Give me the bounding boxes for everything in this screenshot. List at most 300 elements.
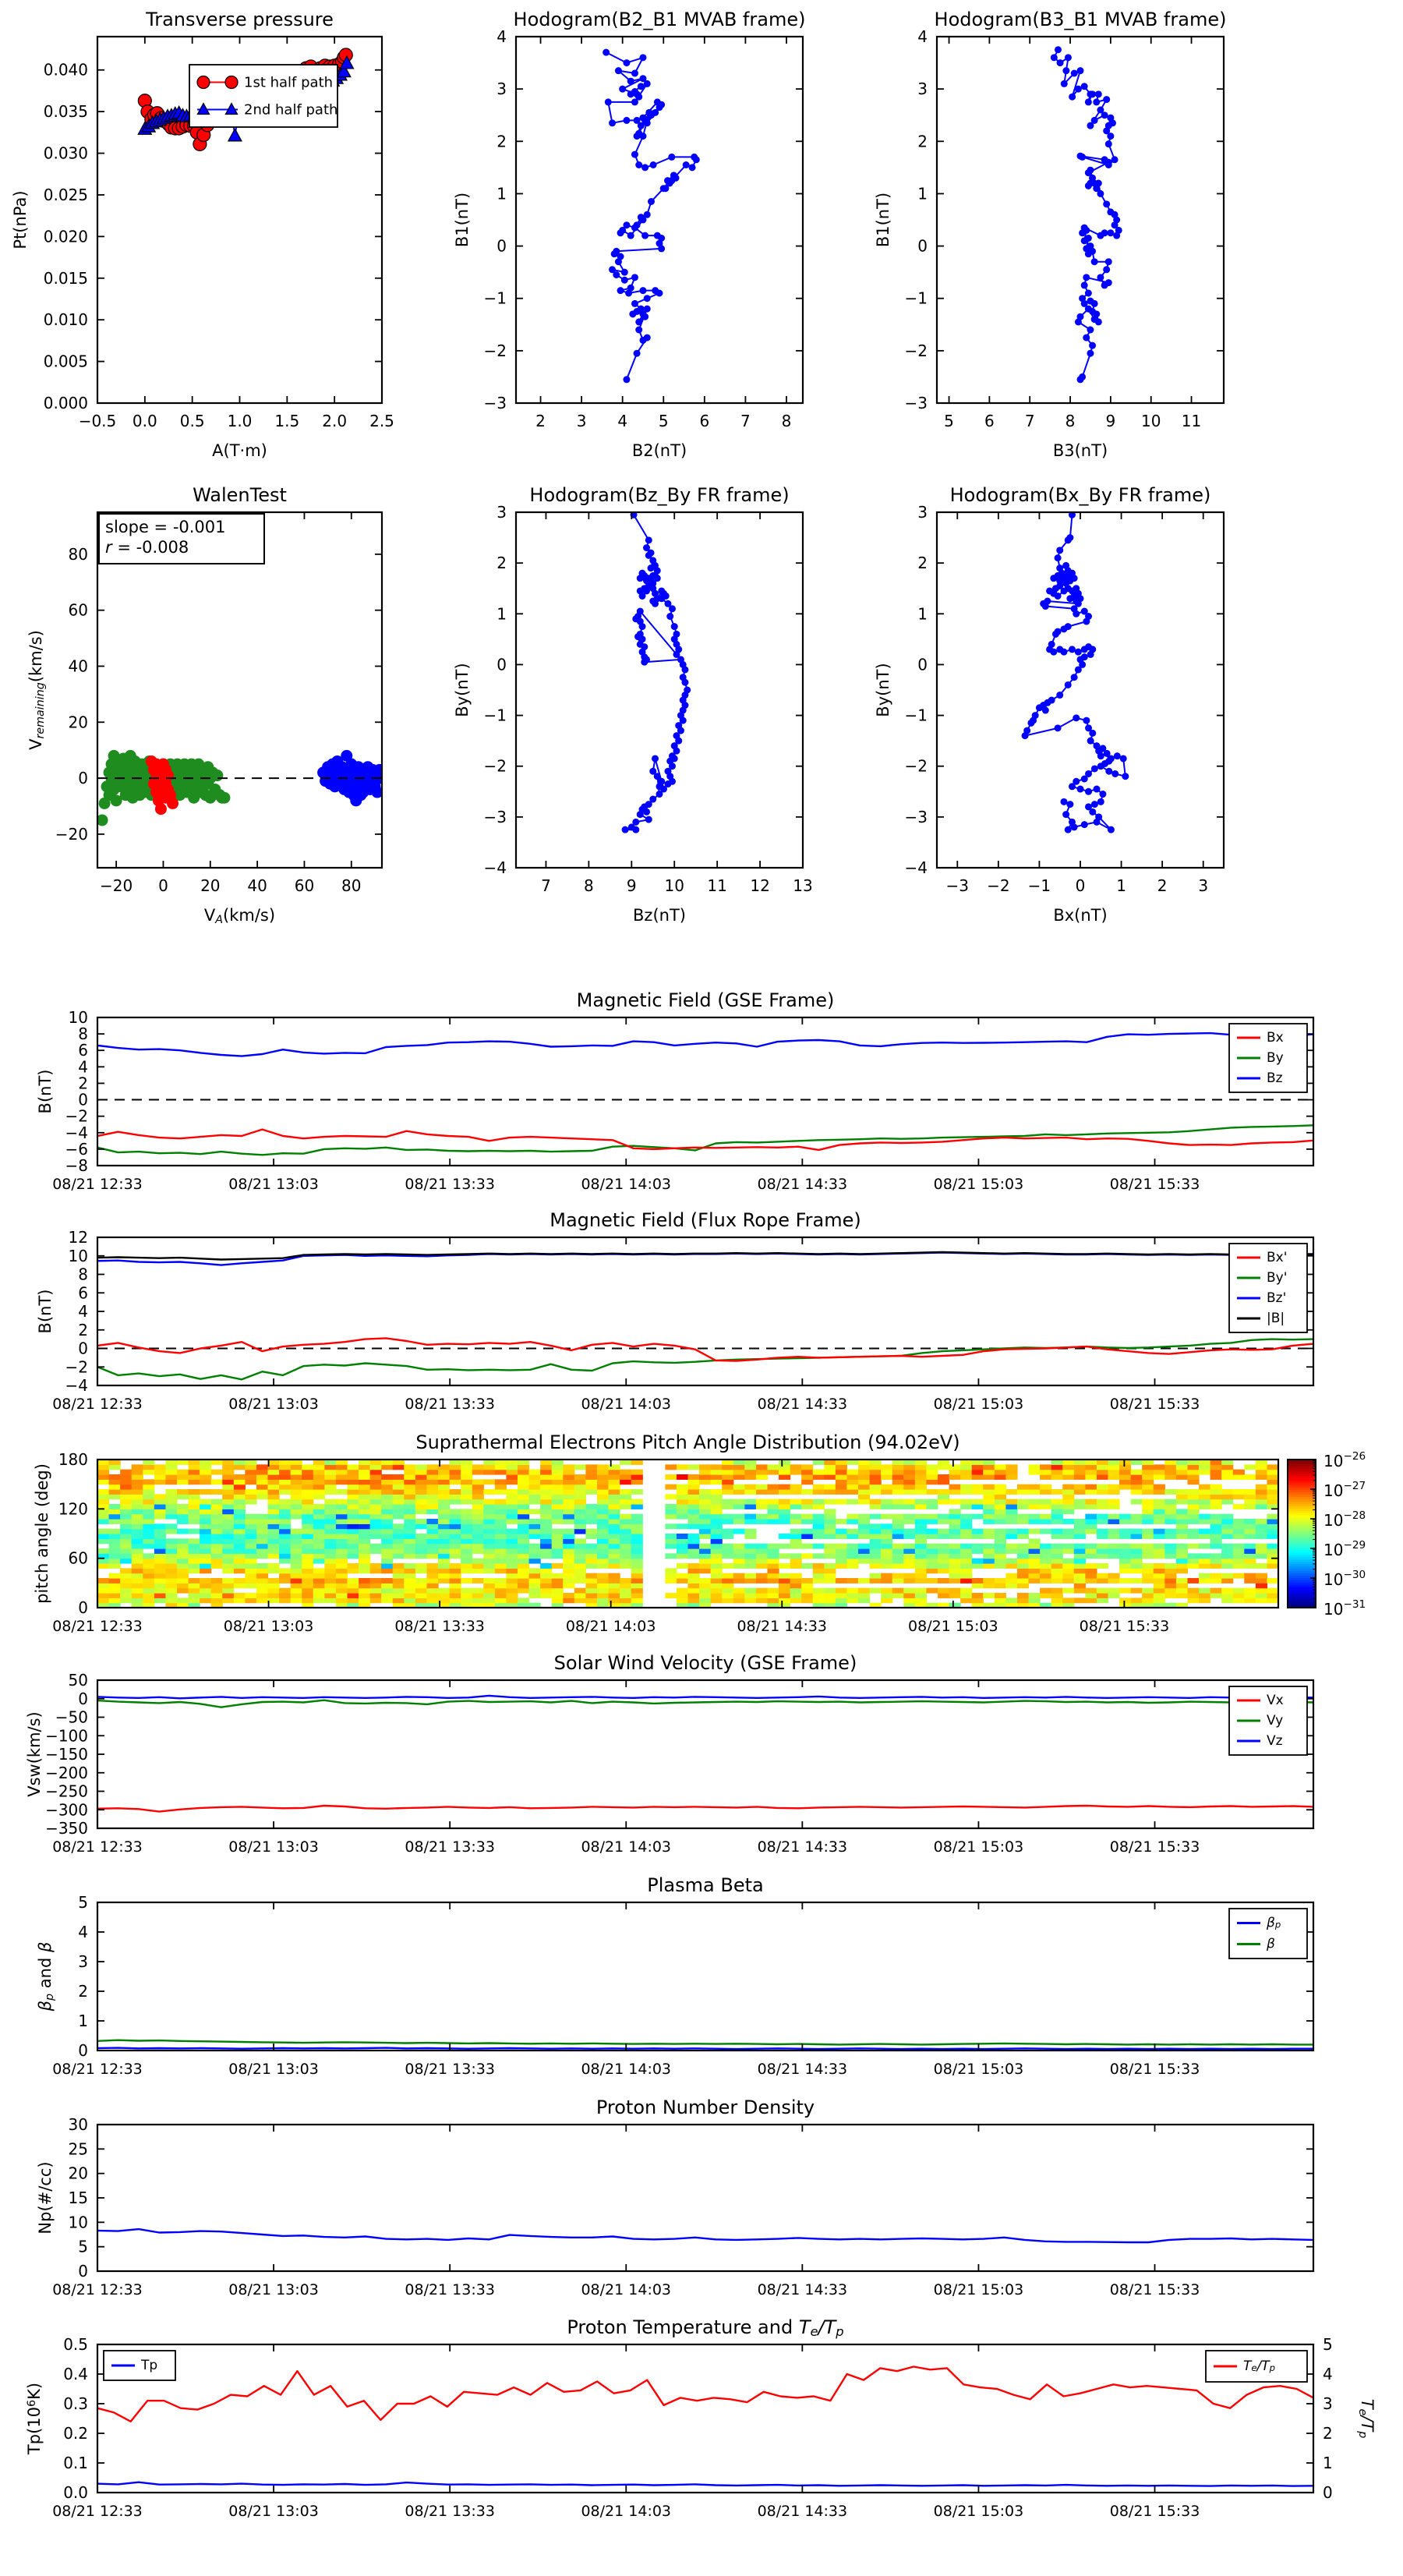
x-tick-label: 08/21 14:03 [565, 1618, 656, 1635]
x-tick-label: 08/21 15:33 [1109, 1176, 1200, 1193]
panel-title: Hodogram(Bz_By FR frame) [529, 484, 790, 506]
x-tick-label: 6 [984, 412, 995, 430]
y-tick-label: 0 [78, 2262, 88, 2281]
series-line [97, 2048, 1313, 2050]
y-axis-label: Tp(106K) [25, 2382, 44, 2455]
y-tick-label: 0.3 [63, 2394, 88, 2413]
panel-mag-gse [36, 989, 1313, 1193]
right-tick-label: 3 [1323, 2394, 1333, 2413]
y-tick-label: 0 [497, 655, 507, 674]
colorbar-tick-label: 10−30 [1323, 1569, 1366, 1589]
y-tick-label: 10 [68, 1246, 88, 1265]
x-tick-label: 0 [1075, 876, 1086, 895]
panel-proton-temp [25, 2316, 1376, 2520]
y-tick-label: 2 [497, 554, 507, 573]
y-tick-label: 120 [58, 1499, 88, 1519]
y-tick-label: 1 [917, 184, 928, 203]
panel-walen-test [27, 484, 388, 926]
x-axis-label: A(T·m) [212, 441, 267, 460]
y-tick-label: 180 [58, 1450, 88, 1469]
y-tick-label: 0.2 [63, 2424, 88, 2443]
y-tick-label: −350 [45, 1819, 88, 1838]
y-tick-label: 3 [917, 80, 928, 99]
plot-area [97, 1252, 1313, 1379]
x-tick-label: −3 [945, 876, 970, 895]
x-tick-label: 08/21 13:03 [228, 1838, 319, 1856]
y-axis-label: By(nT) [874, 663, 892, 717]
y-tick-label: 3 [497, 80, 507, 99]
y-tick-label: 0 [917, 236, 928, 256]
y-tick-label: 0 [917, 655, 928, 674]
y-tick-label: 0.035 [43, 102, 88, 122]
x-tick-label: 1 [1116, 876, 1126, 895]
y-axis-label: Np(#/cc) [36, 2161, 55, 2235]
axes-frame [97, 1902, 1313, 2051]
legend-label: Vy [1267, 1713, 1284, 1729]
y-tick-label: 2 [497, 132, 507, 151]
x-tick-label: 08/21 13:03 [223, 1618, 314, 1635]
y-tick-label: −1 [904, 288, 928, 308]
series-line [97, 1339, 1313, 1380]
y-tick-label: −150 [45, 1745, 88, 1764]
x-tick-label: −20 [100, 876, 133, 895]
series-line [97, 1125, 1313, 1155]
x-tick-label: 08/21 15:03 [908, 1618, 998, 1635]
x-tick-label: 08/21 13:33 [405, 2281, 495, 2298]
y-tick-label: −1 [483, 288, 507, 308]
x-tick-label: 08/21 13:03 [228, 1396, 319, 1413]
y-tick-label: −3 [904, 394, 928, 412]
panel-title: Proton Number Density [595, 2097, 815, 2118]
y-axis-label: pitch angle (deg) [33, 1463, 51, 1604]
plot-area [97, 750, 388, 826]
series-line [97, 2482, 1313, 2486]
y-tick-label: 0 [78, 1339, 88, 1358]
panel-plasma-beta [36, 1874, 1313, 2078]
x-tick-label: −0.5 [78, 412, 117, 430]
legend-label: βp [1267, 1915, 1281, 1931]
right-tick-label: 0 [1323, 2483, 1333, 2502]
x-tick-label: 08/21 14:33 [757, 2503, 848, 2520]
x-tick-label: 5 [944, 412, 954, 430]
y-tick-label: −3 [904, 807, 928, 826]
x-tick-label: 08/21 14:03 [581, 1838, 672, 1856]
x-tick-label: 12 [750, 876, 770, 895]
x-tick-label: 08/21 14:33 [737, 1618, 828, 1635]
legend [189, 65, 337, 127]
x-tick-label: 08/21 15:03 [933, 1176, 1024, 1193]
plot-area [97, 2040, 1313, 2049]
x-axis-label: Bz(nT) [633, 906, 686, 925]
y-tick-label: −1 [483, 706, 507, 725]
y-tick-label: −2 [65, 1106, 88, 1126]
axes-frame [937, 512, 1224, 868]
x-tick-label: 08/21 14:33 [757, 1838, 848, 1856]
x-tick-label: 08/21 14:03 [581, 2503, 672, 2520]
panel-title: Hodogram(B2_B1 MVAB frame) [513, 9, 806, 30]
x-tick-label: 08/21 14:33 [757, 1396, 848, 1413]
legend [1206, 2351, 1307, 2382]
x-tick-label: −1 [1027, 876, 1051, 895]
y-axis-label: Vremaining(km/s) [27, 630, 47, 750]
x-tick-label: 08/21 14:03 [581, 2281, 672, 2298]
legend [1229, 1909, 1307, 1959]
x-tick-label: 80 [341, 876, 362, 895]
x-tick-label: 08/21 13:33 [405, 1838, 495, 1856]
plot-area [1051, 46, 1122, 383]
x-tick-label: 0 [158, 876, 168, 895]
x-tick-label: 08/21 13:03 [228, 2281, 319, 2298]
y-tick-label: 80 [68, 544, 88, 564]
colorbar-tick-label: 10−28 [1323, 1509, 1366, 1530]
x-tick-label: 13 [793, 876, 813, 895]
y-tick-label: 0.030 [43, 143, 88, 163]
x-tick-label: 08/21 15:03 [933, 2503, 1024, 2520]
x-tick-label: 40 [247, 876, 267, 895]
colorbar-tick-label: 10−26 [1323, 1450, 1366, 1470]
y-tick-label: 5 [78, 1893, 88, 1912]
x-tick-label: 60 [294, 876, 315, 895]
y-tick-label: −200 [45, 1763, 88, 1782]
y-tick-label: 0.000 [43, 394, 88, 412]
colorbar [1288, 1450, 1366, 1619]
axes-frame [516, 512, 803, 868]
legend-label: Bx' [1267, 1250, 1288, 1265]
series-line [97, 2229, 1313, 2242]
series-line [97, 1033, 1313, 1056]
x-tick-label: 2.0 [322, 412, 348, 430]
x-tick-label: 08/21 15:33 [1079, 1618, 1170, 1635]
x-tick-label: −2 [987, 876, 1010, 895]
legend-label: |B| [1267, 1311, 1285, 1326]
y-tick-label: 0.015 [43, 268, 88, 288]
y-tick-label: 1 [497, 604, 507, 624]
axes-frame [97, 1237, 1313, 1385]
legend [1229, 1244, 1307, 1332]
plot-area [603, 49, 700, 384]
legend [1229, 1024, 1307, 1092]
y-tick-label: 15 [68, 2189, 88, 2207]
right-tick-label: 5 [1323, 2335, 1333, 2354]
colorbar-tick-label: 10−31 [1323, 1598, 1366, 1619]
x-axis-label: B3(nT) [1052, 441, 1108, 460]
y-tick-label: 0.1 [63, 2454, 88, 2472]
y-tick-label: 0 [78, 1090, 88, 1109]
panel-vsw-gse [25, 1652, 1313, 1856]
y-tick-label: 0.025 [43, 185, 88, 204]
y-tick-label: 20 [68, 713, 88, 732]
legend-label: Te/Tp [1243, 2358, 1275, 2374]
x-tick-label: 1.0 [227, 412, 253, 430]
x-tick-label: 0.5 [179, 412, 205, 430]
panel-title: Transverse pressure [146, 9, 334, 30]
y-tick-label: −250 [45, 1782, 88, 1801]
x-tick-label: 08/21 12:33 [52, 1176, 143, 1193]
x-tick-label: 08/21 13:33 [405, 1396, 495, 1413]
x-tick-label: 08/21 12:33 [52, 2281, 143, 2298]
x-tick-label: 7 [740, 412, 751, 430]
legend-label: 1st half path [244, 74, 334, 90]
panel-hodogram-bz-by [453, 484, 813, 925]
y-tick-label: −6 [65, 1139, 88, 1159]
panel-title: Suprathermal Electrons Pitch Angle Distribution (94.02eV) [415, 1431, 960, 1453]
axes-frame [97, 512, 382, 868]
y-axis-label: βp and β [36, 1941, 56, 2012]
x-tick-label: 08/21 12:33 [52, 1396, 143, 1413]
y-axis-label: By(nT) [453, 663, 472, 717]
panel-pad-spectrogram [33, 1431, 1366, 1635]
y-tick-label: −1 [904, 706, 928, 725]
x-tick-label: 0.0 [132, 412, 157, 430]
colorbar-tick-label: 10−29 [1323, 1539, 1366, 1559]
y-tick-label: −4 [483, 858, 507, 877]
y-tick-label: 3 [78, 1952, 88, 1971]
panel-title: Solar Wind Velocity (GSE Frame) [553, 1652, 857, 1674]
y-tick-label: 4 [78, 1057, 88, 1077]
x-tick-label: 08/21 13:03 [228, 2503, 319, 2520]
y-axis-label: Pt(nPa) [11, 190, 30, 249]
series-line [625, 515, 687, 830]
x-tick-label: 9 [1105, 412, 1116, 430]
annotation-line: slope = -0.001 [105, 518, 226, 536]
panel-title: Plasma Beta [647, 1874, 764, 1896]
axes-frame [516, 37, 803, 403]
y-tick-label: 10 [68, 2213, 88, 2232]
y-tick-label: −2 [904, 341, 928, 360]
x-tick-label: 9 [626, 876, 637, 895]
y-axis-label: B1(nT) [874, 192, 892, 248]
y-axis-label: B1(nT) [453, 192, 472, 248]
x-tick-label: 08/21 15:33 [1109, 2281, 1200, 2298]
y-tick-label: 50 [68, 1671, 88, 1690]
y-tick-label: 0.005 [43, 352, 88, 371]
y-tick-label: 0 [78, 2041, 88, 2060]
y-tick-label: −100 [45, 1726, 88, 1746]
x-tick-label: 08/21 15:33 [1109, 1396, 1200, 1413]
y-tick-label: 1 [78, 2012, 88, 2030]
x-tick-label: 08/21 14:33 [757, 1176, 848, 1193]
y-tick-label: −4 [65, 1123, 88, 1142]
series-line [97, 2040, 1313, 2045]
y-tick-label: 0.4 [63, 2365, 88, 2383]
x-tick-label: 10 [664, 876, 684, 895]
y-tick-label: −3 [483, 807, 507, 826]
panel-hodogram-b2-b1 [453, 9, 805, 460]
y-tick-label: −2 [904, 756, 928, 776]
x-tick-label: 08/21 15:03 [933, 1396, 1024, 1413]
series-line [97, 1252, 1313, 1260]
y-tick-label: 4 [78, 1302, 88, 1321]
panel-title: Proton Temperature and Te/Tp [567, 2316, 844, 2339]
y-tick-label: 6 [78, 1283, 88, 1303]
y-tick-label: 4 [917, 27, 928, 46]
y-tick-label: 0.040 [43, 60, 88, 80]
y-tick-label: 30 [68, 2115, 88, 2134]
legend-label: Bz' [1267, 1290, 1287, 1306]
y-tick-label: −2 [65, 1357, 88, 1377]
y-tick-label: 0.010 [43, 310, 88, 330]
x-tick-label: 20 [200, 876, 221, 895]
x-tick-label: 08/21 15:33 [1109, 2061, 1200, 2078]
y-axis-label: B(nT) [36, 1069, 55, 1114]
axes-frame [97, 2125, 1313, 2271]
plot-area [1022, 511, 1129, 833]
x-tick-label: 08/21 15:03 [933, 2061, 1024, 2078]
x-tick-label: 10 [1140, 412, 1161, 430]
series-line [97, 1806, 1313, 1812]
axes-frame [97, 1017, 1313, 1166]
x-tick-label: 08/21 12:33 [52, 2061, 143, 2078]
x-tick-label: 08/21 13:33 [405, 2061, 495, 2078]
y-tick-label: 1 [917, 604, 928, 624]
x-tick-label: 8 [1065, 412, 1076, 430]
legend-label: By [1267, 1050, 1284, 1066]
y-tick-label: −20 [55, 824, 88, 844]
x-tick-label: 3 [1198, 876, 1209, 895]
y-tick-label: 4 [497, 27, 507, 46]
colorbar-tick-label: 10−27 [1323, 1480, 1366, 1500]
x-tick-label: 08/21 15:03 [933, 1838, 1024, 1856]
x-tick-label: 2.5 [369, 412, 394, 430]
series-line [97, 1700, 1313, 1707]
y-tick-label: 20 [68, 2164, 88, 2183]
y-axis-label: B(nT) [36, 1289, 55, 1334]
x-tick-label: 08/21 15:33 [1109, 2503, 1200, 2520]
y-tick-label: 25 [68, 2139, 88, 2159]
x-tick-label: 11 [707, 876, 727, 895]
x-tick-label: 08/21 13:33 [394, 1618, 485, 1635]
y-tick-label: 0.0 [63, 2483, 88, 2502]
y-tick-label: 0 [78, 769, 88, 788]
y-tick-label: −3 [483, 394, 507, 412]
legend-label: Vz [1267, 1733, 1283, 1749]
x-tick-label: 5 [658, 412, 669, 430]
panel-transverse-pressure [11, 9, 394, 460]
x-tick-label: 6 [699, 412, 710, 430]
plot-area [97, 2229, 1313, 2242]
plot-area [97, 2367, 1313, 2486]
panel-mag-fr [36, 1209, 1313, 1413]
y-tick-label: 2 [917, 132, 928, 151]
y-tick-label: −8 [65, 1156, 88, 1175]
x-tick-label: 08/21 15:03 [933, 2281, 1024, 2298]
plot-area [97, 1460, 1279, 1608]
y-tick-label: −4 [904, 858, 928, 877]
x-tick-label: 08/21 12:33 [52, 1838, 143, 1856]
y-tick-label: −50 [55, 1707, 88, 1727]
legend [1229, 1686, 1307, 1755]
right-tick-label: 4 [1323, 2365, 1333, 2383]
x-tick-label: 08/21 14:03 [581, 1396, 672, 1413]
y-tick-label: 2 [78, 1982, 88, 2001]
y-tick-label: 40 [68, 656, 88, 676]
x-tick-label: 3 [576, 412, 587, 430]
y-tick-label: −300 [45, 1800, 88, 1820]
y-tick-label: 1 [497, 184, 507, 203]
x-tick-label: 08/21 12:33 [52, 1618, 143, 1635]
x-axis-label: Bx(nT) [1053, 906, 1108, 925]
legend [104, 2351, 175, 2380]
y-tick-label: −2 [483, 341, 507, 360]
panel-hodogram-b3-b1 [874, 9, 1226, 460]
legend-label: 2nd half path [244, 101, 338, 118]
x-tick-label: 08/21 14:03 [581, 2061, 672, 2078]
x-axis-label: VA(km/s) [203, 906, 276, 926]
y-tick-label: 2 [917, 554, 928, 573]
x-tick-label: 08/21 14:03 [581, 1176, 672, 1193]
y-tick-label: 8 [78, 1024, 88, 1044]
panel-title: Hodogram(Bx_By FR frame) [949, 484, 1211, 506]
y-tick-label: −4 [65, 1376, 88, 1395]
x-tick-label: 08/21 13:03 [228, 1176, 319, 1193]
legend-label: β [1267, 1936, 1275, 1952]
y-tick-label: 3 [497, 503, 507, 522]
y-tick-label: 6 [78, 1041, 88, 1060]
series-line [97, 1696, 1313, 1698]
x-tick-label: 7 [1024, 412, 1035, 430]
legend-label: By' [1267, 1270, 1288, 1286]
y-tick-label: −2 [483, 756, 507, 776]
legend-label: Vx [1267, 1693, 1284, 1708]
y-tick-label: 60 [68, 600, 88, 620]
x-tick-label: 08/21 15:33 [1109, 1838, 1200, 1856]
y-tick-label: 0 [78, 1689, 88, 1708]
x-tick-label: 08/21 14:33 [757, 2281, 848, 2298]
legend-label: Tp [141, 2358, 158, 2373]
x-tick-label: 08/21 13:33 [405, 2503, 495, 2520]
right-tick-label: 2 [1323, 2424, 1333, 2443]
y-tick-label: 2 [78, 1320, 88, 1339]
annotation-line: r = -0.008 [105, 538, 189, 557]
x-tick-label: 8 [584, 876, 594, 895]
y-tick-label: 2 [78, 1074, 88, 1093]
panel-title: Hodogram(B3_B1 MVAB frame) [934, 9, 1227, 30]
series-line [606, 52, 697, 380]
plot-area [97, 1033, 1313, 1155]
y-tick-label: 12 [68, 1228, 88, 1247]
x-tick-label: 1.5 [274, 412, 300, 430]
y-tick-label: 0 [78, 1598, 88, 1617]
x-tick-label: 8 [781, 412, 792, 430]
y-tick-label: 0 [497, 236, 507, 256]
y-tick-label: 60 [68, 1548, 88, 1568]
x-tick-label: 08/21 13:03 [228, 2061, 319, 2078]
plot-area [97, 1696, 1313, 1812]
x-tick-label: 08/21 14:33 [757, 2061, 848, 2078]
y-tick-label: 10 [68, 1008, 88, 1027]
x-axis-label: B2(nT) [631, 441, 687, 460]
x-tick-label: 2 [1157, 876, 1168, 895]
panel-title: WalenTest [193, 484, 287, 506]
legend-label: Bz [1267, 1070, 1283, 1086]
right-axis-label: Te/Tp [1356, 2398, 1376, 2439]
panel-title: Magnetic Field (GSE Frame) [576, 989, 835, 1011]
y-tick-label: 8 [78, 1265, 88, 1284]
x-tick-label: 2 [535, 412, 546, 430]
x-tick-label: 4 [617, 412, 628, 430]
y-tick-label: 3 [917, 503, 928, 522]
panel-hodogram-bx-by [874, 484, 1224, 925]
y-tick-label: 5 [78, 2237, 88, 2256]
y-tick-label: 4 [78, 1923, 88, 1941]
y-axis-label: Vsw(km/s) [25, 1711, 44, 1797]
panel-proton-density [36, 2097, 1313, 2298]
axes-frame [97, 2344, 1313, 2493]
x-tick-label: 11 [1181, 412, 1202, 430]
y-tick-label: 0.020 [43, 227, 88, 246]
right-tick-label: 1 [1323, 2454, 1333, 2472]
y-tick-label: 0.5 [63, 2335, 88, 2354]
